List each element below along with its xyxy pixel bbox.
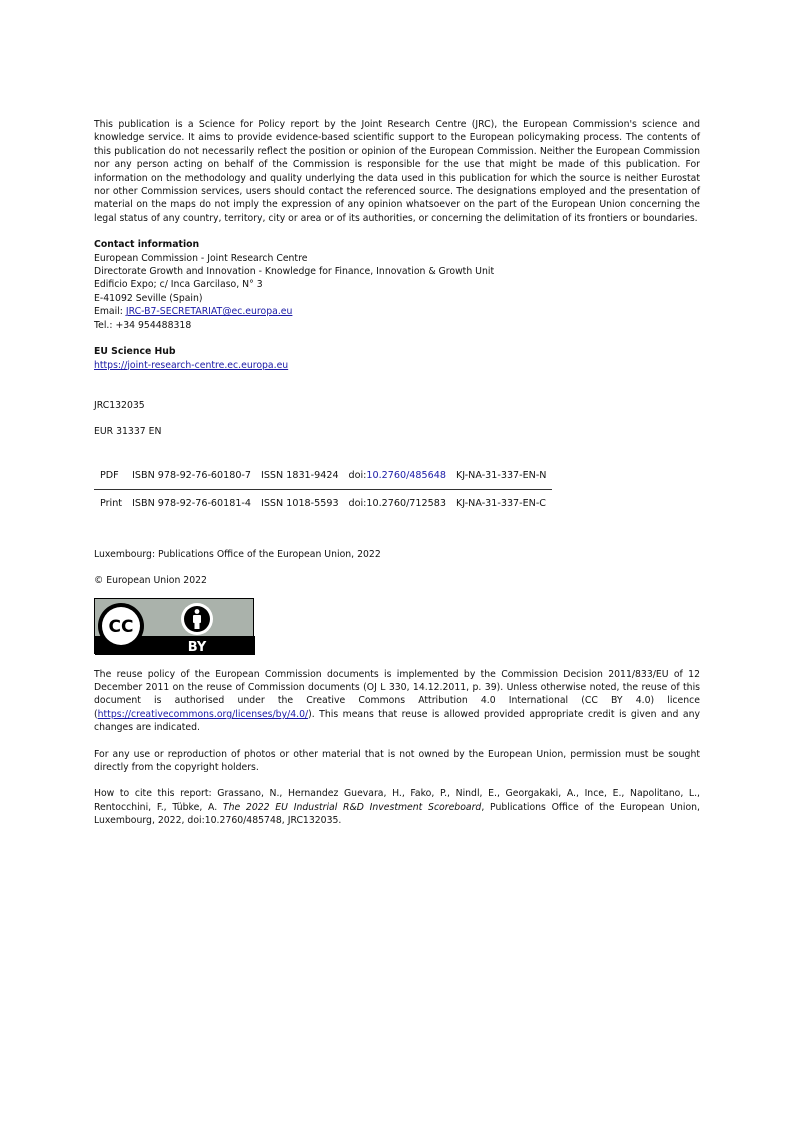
attribution-legs xyxy=(195,622,200,629)
contact-email-label: Email: xyxy=(94,306,126,318)
citation-paragraph xyxy=(94,787,700,827)
pub-catalog: KJ-NA-31-337-EN-N xyxy=(451,462,552,490)
table-row xyxy=(94,462,552,490)
pub-issn: ISSN 1018-5593 xyxy=(261,497,339,509)
cc-glyph-text: CC xyxy=(108,616,134,637)
copyright-line: © European Union 2022 xyxy=(94,575,207,587)
pub-isbn: ISBN 978-92-76-60181-4 xyxy=(132,497,252,509)
photos-permission-paragraph: For any use or reproduction of photos or other material that is not owned by the European Union, permission must be sought directly from the copyright holders. xyxy=(94,748,700,773)
citation-title: The 2022 EU Industrial R&D Investment Scoreboard xyxy=(222,801,482,813)
attribution-head xyxy=(195,609,200,614)
pub-doi xyxy=(344,462,451,490)
citation-suffix: , Publications Office of the European Union, Luxembourg, 2022, doi:10.2760/485748, JRC132035. xyxy=(94,801,700,827)
cc-by-license-badge xyxy=(94,598,254,654)
pub-format: Print xyxy=(100,497,123,509)
contact-unit: Directorate Growth and Innovation - Knowledge for Finance, Innovation & Growth Unit xyxy=(94,266,495,278)
contact-block xyxy=(94,238,700,332)
disclaimer-paragraph: This publication is a Science for Policy report by the Joint Research Centre (JRC), the European Commission's science and knowledge service. It aims to provide evidence-based scientific support to the European policymaking process. The contents of this publication do not necessarily reflect the position or opinion of the European Commission. Neither the European Commission nor any person acting on behalf of the Commission is responsible for the use that might be made of this publication. For information on the methodology and quality underlying the data used in this publication for which the source is neither Eurostat nor other Commission services, users should contact the referenced source. The designations employed and the presentation of material on the maps do not imply the expression of any opinion whatsoever on the part of the European Union concerning the legal status of any country, territory, city or area or of its authorities, or concerning the delimitation of its frontiers or boundaries. xyxy=(94,119,700,224)
eur-number: EUR 31337 EN xyxy=(94,426,162,438)
pub-format: PDF xyxy=(94,462,127,490)
science-hub-block xyxy=(94,345,700,372)
reuse-policy-paragraph xyxy=(94,668,700,735)
publication-identifiers-table xyxy=(94,462,552,517)
pub-doi-prefix: doi: xyxy=(348,469,367,481)
contact-email-link[interactable]: JRC-B7-SECRETARIAT@ec.europa.eu xyxy=(125,306,293,318)
by-label: BY xyxy=(187,639,207,655)
reuse-after: ). This means that reuse is allowed provided appropriate credit is given and any changes are indicated. xyxy=(94,708,700,734)
table-row xyxy=(94,489,552,517)
contact-address-line-1: Edificio Expo; c/ Inca Garcilaso, N° 3 xyxy=(94,279,263,291)
pub-doi-value: 10.2760/712583 xyxy=(366,497,446,509)
pub-issn: ISSN 1831-9424 xyxy=(256,462,344,490)
imprint-page xyxy=(94,118,700,828)
contact-heading: Contact information xyxy=(94,239,200,251)
cc-license-link[interactable]: https://creativecommons.org/licenses/by/4.0/ xyxy=(97,708,309,720)
contact-email-line xyxy=(94,305,700,318)
contact-address-line-2: E-41092 Seville (Spain) xyxy=(94,292,203,304)
pub-isbn: ISBN 978-92-76-60180-7 xyxy=(127,462,256,490)
citation-prefix: How to cite this report: Grassano, N., Hernandez Guevara, H., Fako, P., Nindl, E., Georgakaki, A., Ince, E., Napolitano, L., Rentocchini, F., Tübke, A. xyxy=(94,788,700,813)
cc-by-logo xyxy=(95,599,255,655)
science-hub-link[interactable]: https://joint-research-centre.ec.europa.eu xyxy=(94,359,289,371)
pub-doi-prefix: doi: xyxy=(348,497,367,509)
science-hub-heading: EU Science Hub xyxy=(94,346,176,358)
contact-tel: Tel.: +34 954488318 xyxy=(94,319,192,331)
contact-org: European Commission - Joint Research Centre xyxy=(94,252,308,264)
pub-doi-link[interactable]: 10.2760/485648 xyxy=(366,469,446,481)
reuse-text: The reuse policy of the European Commission documents is implemented by the Commission Decision 2011/833/EU of 12 December 2011 on the reuse of Commission documents (OJ L 330, 14.12.2011, p. 39). Unless otherwise noted, the reuse of this document is authorised under the Creative Commons Attribution 4.0 International (CC BY 4.0) licence ( xyxy=(94,668,700,720)
attribution-body xyxy=(193,615,201,623)
pub-catalog: KJ-NA-31-337-EN-C xyxy=(455,497,547,509)
publisher-line: Luxembourg: Publications Office of the European Union, 2022 xyxy=(94,548,381,560)
jrc-number: JRC132035 xyxy=(94,399,145,411)
pub-doi xyxy=(344,489,451,517)
